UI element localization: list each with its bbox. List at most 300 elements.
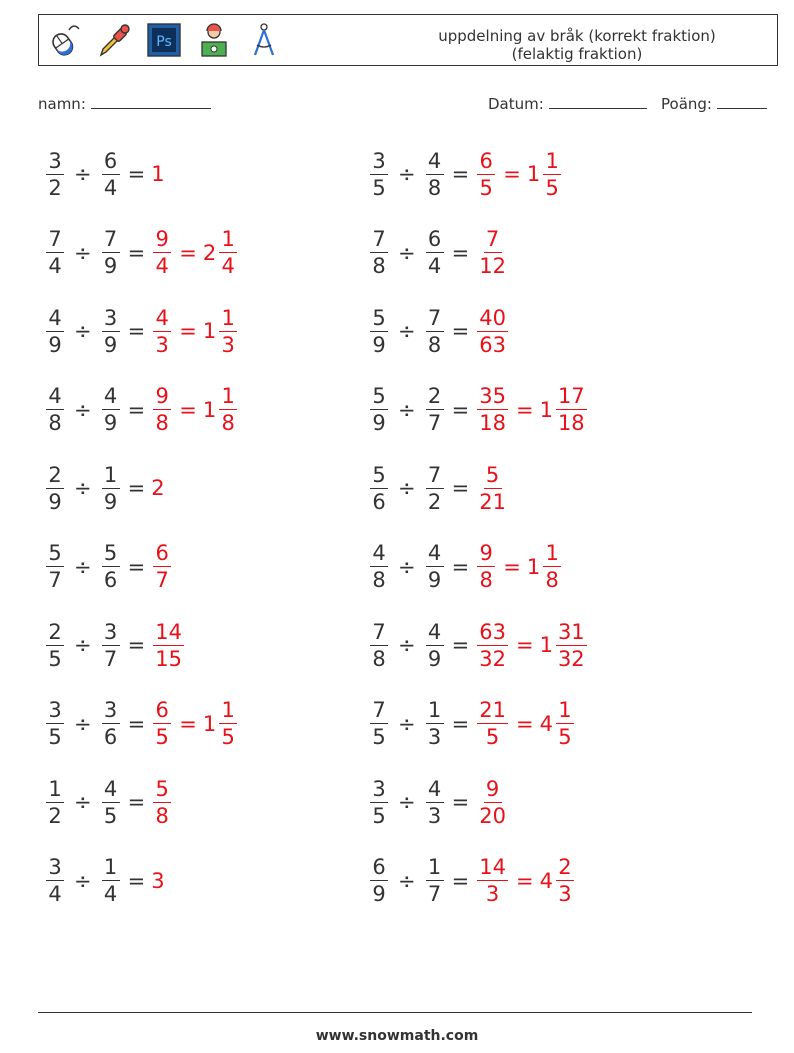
dividend-fraction-denominator: 4 xyxy=(48,882,62,906)
mixed-fraction xyxy=(543,149,561,200)
footer-divider xyxy=(38,1012,752,1013)
dividend-fraction-numerator: 4 xyxy=(370,541,388,567)
answer-fraction xyxy=(153,384,171,435)
dividend-fraction-denominator: 5 xyxy=(372,803,386,828)
answer-fraction xyxy=(477,384,508,435)
divide-sign: ÷ xyxy=(74,397,92,422)
dividend-fraction xyxy=(370,306,388,357)
name-label: namn: xyxy=(38,95,86,113)
divisor-fraction-numerator: 7 xyxy=(102,227,120,253)
dividend-fraction-numerator: 3 xyxy=(370,149,388,175)
divisor-fraction xyxy=(426,541,444,592)
dividend-fraction xyxy=(370,698,388,749)
dividend-fraction xyxy=(46,227,64,278)
divisor-fraction xyxy=(426,384,444,435)
equals-sign: = xyxy=(451,868,470,893)
answer-fraction xyxy=(477,463,508,514)
dividend-fraction-denominator: 9 xyxy=(372,882,386,906)
dividend-fraction-denominator: 6 xyxy=(372,489,386,514)
dividend-fraction xyxy=(46,306,64,357)
mixed-fraction-numerator: 2 xyxy=(556,855,574,881)
answer-fraction-denominator: 5 xyxy=(155,725,169,749)
dividend-fraction-numerator: 7 xyxy=(370,698,388,724)
answer-fraction-numerator: 40 xyxy=(479,305,506,330)
mixed-whole: 4 xyxy=(539,868,553,893)
mixed-fraction xyxy=(543,541,561,592)
problem-left-2 xyxy=(44,223,239,283)
divide-sign: ÷ xyxy=(74,162,92,186)
divide-sign: ÷ xyxy=(74,868,92,893)
header-box xyxy=(38,14,778,66)
divisor-fraction-numerator: 1 xyxy=(102,463,120,489)
divisor-fraction-denominator: 4 xyxy=(427,254,442,278)
answer-fraction-numerator: 63 xyxy=(479,619,506,644)
divisor-fraction-denominator: 6 xyxy=(103,725,118,749)
footer-url: www.snowmath.com xyxy=(315,1028,479,1044)
divisor-fraction xyxy=(102,777,120,828)
problem-left-1 xyxy=(44,144,165,204)
answer-fraction-numerator: 5 xyxy=(153,777,171,803)
divisor-fraction-numerator: 3 xyxy=(102,698,120,724)
divisor-fraction xyxy=(102,306,120,357)
icon-strip xyxy=(45,21,283,59)
answer-fraction-denominator: 3 xyxy=(485,882,500,906)
divide-sign: ÷ xyxy=(74,240,92,265)
dividend-fraction-numerator: 7 xyxy=(370,620,388,646)
mixed-fraction-numerator: 17 xyxy=(557,384,585,408)
dividend-fraction-denominator: 5 xyxy=(372,175,386,200)
equals-sign: = xyxy=(451,240,470,265)
mixed-fraction xyxy=(556,855,574,906)
mixed-whole: 1 xyxy=(202,397,217,422)
dividend-fraction xyxy=(46,620,64,671)
dividend-fraction xyxy=(46,384,64,435)
divisor-fraction-numerator: 1 xyxy=(426,698,444,724)
divisor-fraction-numerator: 5 xyxy=(102,541,120,567)
dividend-fraction-numerator: 2 xyxy=(46,463,64,489)
dividend-fraction-numerator: 3 xyxy=(46,698,64,724)
divisor-fraction xyxy=(426,463,444,514)
answer-fraction-numerator: 4 xyxy=(153,306,171,332)
dividend-fraction-denominator: 8 xyxy=(372,254,386,278)
divisor-fraction-numerator: 6 xyxy=(426,227,444,253)
equals-sign: = xyxy=(127,397,146,422)
divide-sign: ÷ xyxy=(398,790,416,814)
mixed-fraction-numerator: 1 xyxy=(219,384,237,410)
mixed-fraction-denominator: 4 xyxy=(221,254,235,278)
divisor-fraction-numerator: 2 xyxy=(426,384,444,410)
answer-fraction xyxy=(153,541,171,592)
compass-icon xyxy=(245,21,283,59)
equals-sign: = xyxy=(451,319,470,343)
score-label: Poäng: xyxy=(661,95,712,113)
mixed-whole: 1 xyxy=(526,162,541,186)
answer-fraction-numerator: 21 xyxy=(479,698,506,722)
problem-left-9 xyxy=(44,772,173,832)
divisor-fraction xyxy=(426,777,444,828)
dividend-fraction xyxy=(370,149,388,200)
mixed-fraction-numerator: 31 xyxy=(557,619,585,644)
divisor-fraction-numerator: 1 xyxy=(102,855,120,881)
mixed-fraction xyxy=(556,620,587,671)
divisor-fraction xyxy=(426,698,444,749)
divisor-fraction-denominator: 7 xyxy=(427,411,442,435)
worksheet-title xyxy=(417,27,737,63)
answer-fraction-denominator: 20 xyxy=(479,803,506,828)
answer-equals-sign: = xyxy=(515,633,534,657)
answer-fraction-denominator: 7 xyxy=(155,568,169,592)
answer-equals-sign: = xyxy=(179,711,197,736)
mixed-whole: 1 xyxy=(202,319,217,343)
divisor-fraction-denominator: 4 xyxy=(103,175,118,200)
answer-fraction-denominator: 5 xyxy=(485,725,500,749)
answer-fraction xyxy=(153,698,171,749)
divide-sign: ÷ xyxy=(398,711,416,736)
dividend-fraction xyxy=(370,541,388,592)
answer-fraction-numerator: 9 xyxy=(477,541,495,567)
answer-fraction xyxy=(153,620,184,671)
problem-left-3 xyxy=(44,301,239,361)
divide-sign: ÷ xyxy=(398,476,416,500)
answer-fraction-denominator: 15 xyxy=(155,646,182,671)
name-blank[interactable] xyxy=(91,94,211,109)
divisor-fraction xyxy=(102,855,120,906)
divisor-fraction-denominator: 7 xyxy=(103,646,118,671)
answer-fraction-numerator: 14 xyxy=(479,855,506,879)
answer-fraction xyxy=(477,306,508,357)
mixed-fraction-denominator: 32 xyxy=(557,646,585,671)
divisor-fraction xyxy=(426,855,444,906)
problem-right-2 xyxy=(368,223,510,283)
dividend-fraction-numerator: 3 xyxy=(46,855,64,881)
equals-sign: = xyxy=(127,319,146,343)
date-field[interactable] xyxy=(488,94,647,113)
mixed-fraction-numerator: 1 xyxy=(543,541,561,567)
mixed-fraction-denominator: 18 xyxy=(557,411,585,435)
answer-equals-sign: = xyxy=(515,868,534,893)
problem-right-9 xyxy=(368,772,510,832)
divisor-fraction-numerator: 6 xyxy=(102,149,120,175)
dividend-fraction xyxy=(370,777,388,828)
mixed-fraction-numerator: 1 xyxy=(219,227,237,253)
name-field[interactable] xyxy=(38,94,211,113)
divide-sign: ÷ xyxy=(74,790,92,814)
mixed-whole: 4 xyxy=(539,711,553,736)
dividend-fraction-denominator: 5 xyxy=(372,725,386,749)
problem-left-8 xyxy=(44,694,239,754)
dividend-fraction xyxy=(46,777,64,828)
problem-right-10 xyxy=(368,851,576,911)
dividend-fraction xyxy=(370,384,388,435)
answer-fraction-numerator: 9 xyxy=(484,777,502,803)
dividend-fraction-numerator: 3 xyxy=(46,149,64,175)
dividend-fraction-denominator: 8 xyxy=(372,568,386,592)
dividend-fraction-denominator: 8 xyxy=(372,646,386,671)
problem-left-6 xyxy=(44,537,173,597)
problem-right-7 xyxy=(368,615,589,675)
answer-fraction-numerator: 6 xyxy=(153,541,171,567)
answer-fraction xyxy=(477,698,508,749)
answer-fraction xyxy=(477,777,508,828)
mixed-fraction xyxy=(219,227,237,278)
equals-sign: = xyxy=(127,868,146,893)
dividend-fraction-numerator: 4 xyxy=(46,306,64,332)
divisor-fraction xyxy=(102,149,120,200)
mixed-fraction xyxy=(556,384,587,435)
dividend-fraction-numerator: 6 xyxy=(370,855,388,881)
mixed-fraction-denominator: 3 xyxy=(558,882,572,906)
dividend-fraction-denominator: 5 xyxy=(48,646,62,671)
answer-fraction-denominator: 8 xyxy=(479,568,493,592)
mixed-fraction-denominator: 5 xyxy=(558,725,572,749)
divide-sign: ÷ xyxy=(398,633,416,657)
designer-icon xyxy=(195,21,233,59)
divide-sign: ÷ xyxy=(74,633,92,657)
divisor-fraction-denominator: 8 xyxy=(427,175,442,200)
mixed-fraction-numerator: 1 xyxy=(219,698,237,724)
mixed-fraction xyxy=(219,384,237,435)
equals-sign: = xyxy=(127,240,146,265)
dividend-fraction xyxy=(46,541,64,592)
divisor-fraction xyxy=(426,149,444,200)
divisor-fraction-denominator: 9 xyxy=(103,411,118,435)
divisor-fraction-numerator: 4 xyxy=(102,384,120,410)
answer-fraction-denominator: 3 xyxy=(155,332,169,357)
computer-mouse-icon xyxy=(45,21,83,59)
dividend-fraction-denominator: 9 xyxy=(48,332,62,357)
equals-sign: = xyxy=(127,711,146,736)
divide-sign: ÷ xyxy=(74,476,92,500)
mixed-fraction-numerator: 1 xyxy=(543,149,561,175)
answer-fraction-numerator: 9 xyxy=(153,227,171,253)
answer-equals-sign: = xyxy=(503,162,521,186)
divisor-fraction xyxy=(102,541,120,592)
mixed-fraction-denominator: 5 xyxy=(545,175,559,200)
divisor-fraction-denominator: 9 xyxy=(103,332,118,357)
divisor-fraction-numerator: 4 xyxy=(102,777,120,803)
divisor-fraction xyxy=(426,620,444,671)
answer-fraction xyxy=(477,855,508,906)
answer-fraction xyxy=(477,227,508,278)
answer-equals-sign: = xyxy=(179,397,197,422)
divisor-fraction-numerator: 4 xyxy=(426,620,444,646)
divisor-fraction-numerator: 3 xyxy=(102,620,120,646)
mixed-whole: 1 xyxy=(526,554,541,579)
answer-fraction-numerator: 35 xyxy=(479,384,506,408)
problem-left-5 xyxy=(44,458,165,518)
divisor-fraction-denominator: 9 xyxy=(427,568,442,592)
divisor-fraction-denominator: 2 xyxy=(427,489,442,514)
answer-fraction-numerator: 9 xyxy=(153,384,171,410)
mixed-whole: 1 xyxy=(202,711,217,736)
equals-sign: = xyxy=(127,476,146,500)
divide-sign: ÷ xyxy=(74,554,92,579)
answer-equals-sign: = xyxy=(179,319,197,343)
equals-sign: = xyxy=(451,476,470,500)
answer-fraction-denominator: 63 xyxy=(479,332,506,357)
dividend-fraction-denominator: 2 xyxy=(48,175,62,200)
mixed-fraction xyxy=(219,306,237,357)
mixed-whole: 1 xyxy=(539,397,553,422)
mixed-fraction xyxy=(219,698,237,749)
divisor-fraction xyxy=(102,227,120,278)
answer-fraction-denominator: 5 xyxy=(479,175,493,200)
mixed-fraction-numerator: 1 xyxy=(219,306,237,332)
divisor-fraction-denominator: 4 xyxy=(103,882,118,906)
answer-fraction xyxy=(477,541,495,592)
divide-sign: ÷ xyxy=(398,319,416,343)
answer-fraction-numerator: 5 xyxy=(484,463,502,489)
title-line-1: uppdelning av bråk (korrekt fraktion) xyxy=(438,27,716,45)
answer-fraction xyxy=(153,306,171,357)
equals-sign: = xyxy=(127,162,146,186)
answer-fraction-numerator: 7 xyxy=(484,227,502,253)
divisor-fraction-denominator: 8 xyxy=(427,332,442,357)
svg-text:Ps: Ps xyxy=(156,34,172,50)
dividend-fraction xyxy=(370,227,388,278)
dividend-fraction-numerator: 3 xyxy=(370,777,388,803)
divisor-fraction xyxy=(102,620,120,671)
answer-whole: 3 xyxy=(151,868,165,893)
divisor-fraction-denominator: 9 xyxy=(427,646,442,671)
mixed-whole: 1 xyxy=(539,633,553,657)
dividend-fraction xyxy=(370,620,388,671)
divisor-fraction-denominator: 3 xyxy=(427,803,442,828)
divisor-fraction-denominator: 6 xyxy=(103,568,118,592)
divide-sign: ÷ xyxy=(398,240,416,265)
divisor-fraction-numerator: 1 xyxy=(426,855,444,881)
dividend-fraction-numerator: 1 xyxy=(46,777,64,803)
equals-sign: = xyxy=(451,554,470,579)
divisor-fraction xyxy=(102,384,120,435)
dividend-fraction-denominator: 9 xyxy=(372,332,386,357)
divisor-fraction xyxy=(426,306,444,357)
dividend-fraction-denominator: 8 xyxy=(48,411,62,435)
divide-sign: ÷ xyxy=(398,397,416,422)
dividend-fraction xyxy=(46,698,64,749)
problem-right-3 xyxy=(368,301,510,361)
dividend-fraction-denominator: 4 xyxy=(48,254,62,278)
score-blank[interactable] xyxy=(717,94,767,109)
dividend-fraction-numerator: 5 xyxy=(370,463,388,489)
mixed-fraction-denominator: 3 xyxy=(221,332,235,357)
answer-whole: 2 xyxy=(151,476,165,500)
divisor-fraction-denominator: 9 xyxy=(103,489,118,514)
equals-sign: = xyxy=(451,633,470,657)
divisor-fraction xyxy=(426,227,444,278)
equals-sign: = xyxy=(127,790,146,814)
mixed-fraction-denominator: 5 xyxy=(221,725,235,749)
dividend-fraction-denominator: 7 xyxy=(48,568,62,592)
dividend-fraction xyxy=(46,463,64,514)
divide-sign: ÷ xyxy=(398,162,416,186)
mixed-fraction-numerator: 1 xyxy=(556,698,574,724)
divide-sign: ÷ xyxy=(74,319,92,343)
answer-equals-sign: = xyxy=(503,554,521,579)
dividend-fraction xyxy=(46,149,64,200)
answer-equals-sign: = xyxy=(179,240,197,265)
divide-sign: ÷ xyxy=(74,711,92,736)
answer-fraction-denominator: 8 xyxy=(155,803,169,828)
divisor-fraction-denominator: 9 xyxy=(103,254,118,278)
date-label: Datum: xyxy=(488,95,544,113)
equals-sign: = xyxy=(451,790,470,814)
answer-fraction-denominator: 21 xyxy=(479,489,506,514)
photoshop-icon xyxy=(145,21,183,59)
dividend-fraction-numerator: 5 xyxy=(370,384,388,410)
divisor-fraction-numerator: 7 xyxy=(426,306,444,332)
answer-fraction-numerator: 6 xyxy=(153,698,171,724)
divisor-fraction-numerator: 4 xyxy=(426,149,444,175)
answer-fraction xyxy=(477,620,508,671)
dividend-fraction xyxy=(370,463,388,514)
answer-fraction xyxy=(477,149,495,200)
answer-fraction-numerator: 6 xyxy=(477,149,495,175)
dividend-fraction-numerator: 7 xyxy=(46,227,64,253)
mixed-fraction-denominator: 8 xyxy=(221,411,235,435)
answer-fraction-denominator: 18 xyxy=(479,411,506,435)
divisor-fraction-denominator: 7 xyxy=(427,882,442,906)
mixed-fraction-denominator: 8 xyxy=(545,568,559,592)
problem-right-5 xyxy=(368,458,510,518)
dividend-fraction-numerator: 4 xyxy=(46,384,64,410)
equals-sign: = xyxy=(127,554,146,579)
divisor-fraction-numerator: 4 xyxy=(426,541,444,567)
dividend-fraction-denominator: 9 xyxy=(48,489,62,514)
answer-fraction-numerator: 14 xyxy=(155,619,182,644)
answer-fraction-denominator: 8 xyxy=(155,411,169,435)
score-field[interactable] xyxy=(661,94,767,113)
dividend-fraction-numerator: 2 xyxy=(46,620,64,646)
divisor-fraction xyxy=(102,463,120,514)
dividend-fraction-denominator: 5 xyxy=(48,725,62,749)
divisor-fraction-numerator: 4 xyxy=(426,777,444,803)
divisor-fraction-numerator: 7 xyxy=(426,463,444,489)
equals-sign: = xyxy=(451,711,470,736)
divide-sign: ÷ xyxy=(398,868,416,893)
problem-left-7 xyxy=(44,615,186,675)
date-blank[interactable] xyxy=(549,94,647,109)
title-line-2: (felaktig fraktion) xyxy=(511,45,643,63)
problem-left-10 xyxy=(44,851,165,911)
problem-right-8 xyxy=(368,694,576,754)
problem-right-1 xyxy=(368,144,563,204)
dividend-fraction-denominator: 2 xyxy=(48,803,62,828)
dividend-fraction-numerator: 5 xyxy=(370,306,388,332)
dividend-fraction-denominator: 9 xyxy=(372,411,386,435)
mixed-whole: 2 xyxy=(202,240,217,265)
dividend-fraction xyxy=(370,855,388,906)
divisor-fraction xyxy=(102,698,120,749)
divisor-fraction-denominator: 5 xyxy=(103,803,118,828)
dividend-fraction xyxy=(46,855,64,906)
answer-whole: 1 xyxy=(151,162,165,186)
answer-fraction xyxy=(153,227,171,278)
divisor-fraction-numerator: 3 xyxy=(102,306,120,332)
answer-equals-sign: = xyxy=(515,397,534,422)
answer-equals-sign: = xyxy=(515,711,534,736)
answer-fraction xyxy=(153,777,171,828)
dividend-fraction-numerator: 5 xyxy=(46,541,64,567)
equals-sign: = xyxy=(451,397,470,422)
equals-sign: = xyxy=(451,162,470,186)
problem-right-4 xyxy=(368,380,589,440)
divide-sign: ÷ xyxy=(398,554,416,579)
answer-fraction-denominator: 4 xyxy=(155,254,169,278)
mixed-fraction xyxy=(556,698,574,749)
color-picker-icon xyxy=(95,21,133,59)
divisor-fraction-denominator: 3 xyxy=(427,725,442,749)
